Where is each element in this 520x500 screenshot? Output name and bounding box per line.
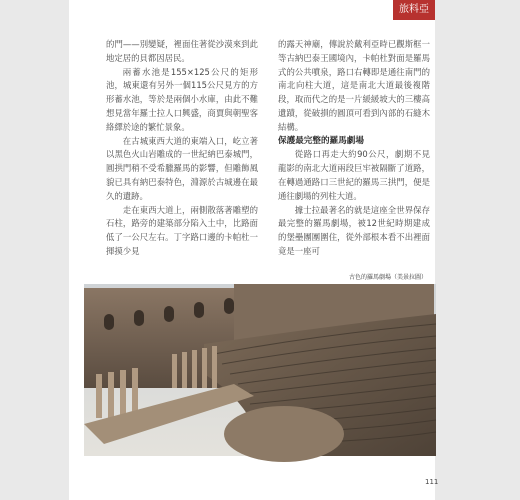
left-text-column [106, 38, 258, 259]
paragraph: 的露天神廟，傳說於戴利亞時已觀斯框一等古納巴泰王國境內，卡帕杜對面是羅馬式的公共噴泉，路口右轉即是通往南門的南北向柱大道，這是南北大道最後複階段，取而代之的是一片緩緩坡大的三樓高遺蹟，從破損的圓頂可看到內部的石縫木結構。 [278, 39, 430, 132]
paragraph: 據士拉最著名的就是這座全世界保存最完整的羅馬劇場，被12世紀時期建成的堡壘團團圍住，從外部根本看不出裡面竟是一座可 [278, 204, 430, 256]
roman-theatre-photo [84, 284, 436, 456]
right-text-column [278, 38, 430, 259]
section-tab: 旅料亞 [393, 0, 435, 20]
paragraph: 從路口再走大約90公尺，劇期不見龍影的南北大道兩段巨牢被隔斷了道路，在轉過通路口三世紀的羅馬三拱門，便是通往劇場的列柱大道。 [278, 149, 430, 201]
paragraph: 的門——別變疑，裡面住著從沙漠來到此地定居的貝都因居民。 [106, 39, 258, 63]
section-heading: 保護最完整的羅馬劇場 [278, 135, 364, 146]
magazine-page [69, 0, 439, 500]
paragraph: 走在東西大道上，兩側散落著雕塑的石柱，路旁的建築部分陷入土中，比路面低了一公尺左右。丁字路口邊的卡帕杜一揮摸少見 [106, 204, 258, 256]
page-number: 111 [425, 478, 439, 486]
paragraph: 兩蓄水池是155×125公尺的矩形池，城東還有另外一個115公尺見方的方形蓄水池，等於是兩個小水庫，由此不難想見當年羅士拉人口興盛，商賈與朝聖客絡繹於途的繁忙景象。 [106, 66, 258, 132]
paragraph: 在古城東西大道的東端入口，屹立著以黑色火山岩雕成的一世紀納巴泰城門，圓拱門稍不受希臘羅馬的影響，但雕飾風貌已具有納巴泰特色，淵源於古城邊在最久的遺跡。 [106, 135, 258, 201]
photo-caption: 古色的羅馬劇場（美景拉圖） [349, 274, 428, 281]
